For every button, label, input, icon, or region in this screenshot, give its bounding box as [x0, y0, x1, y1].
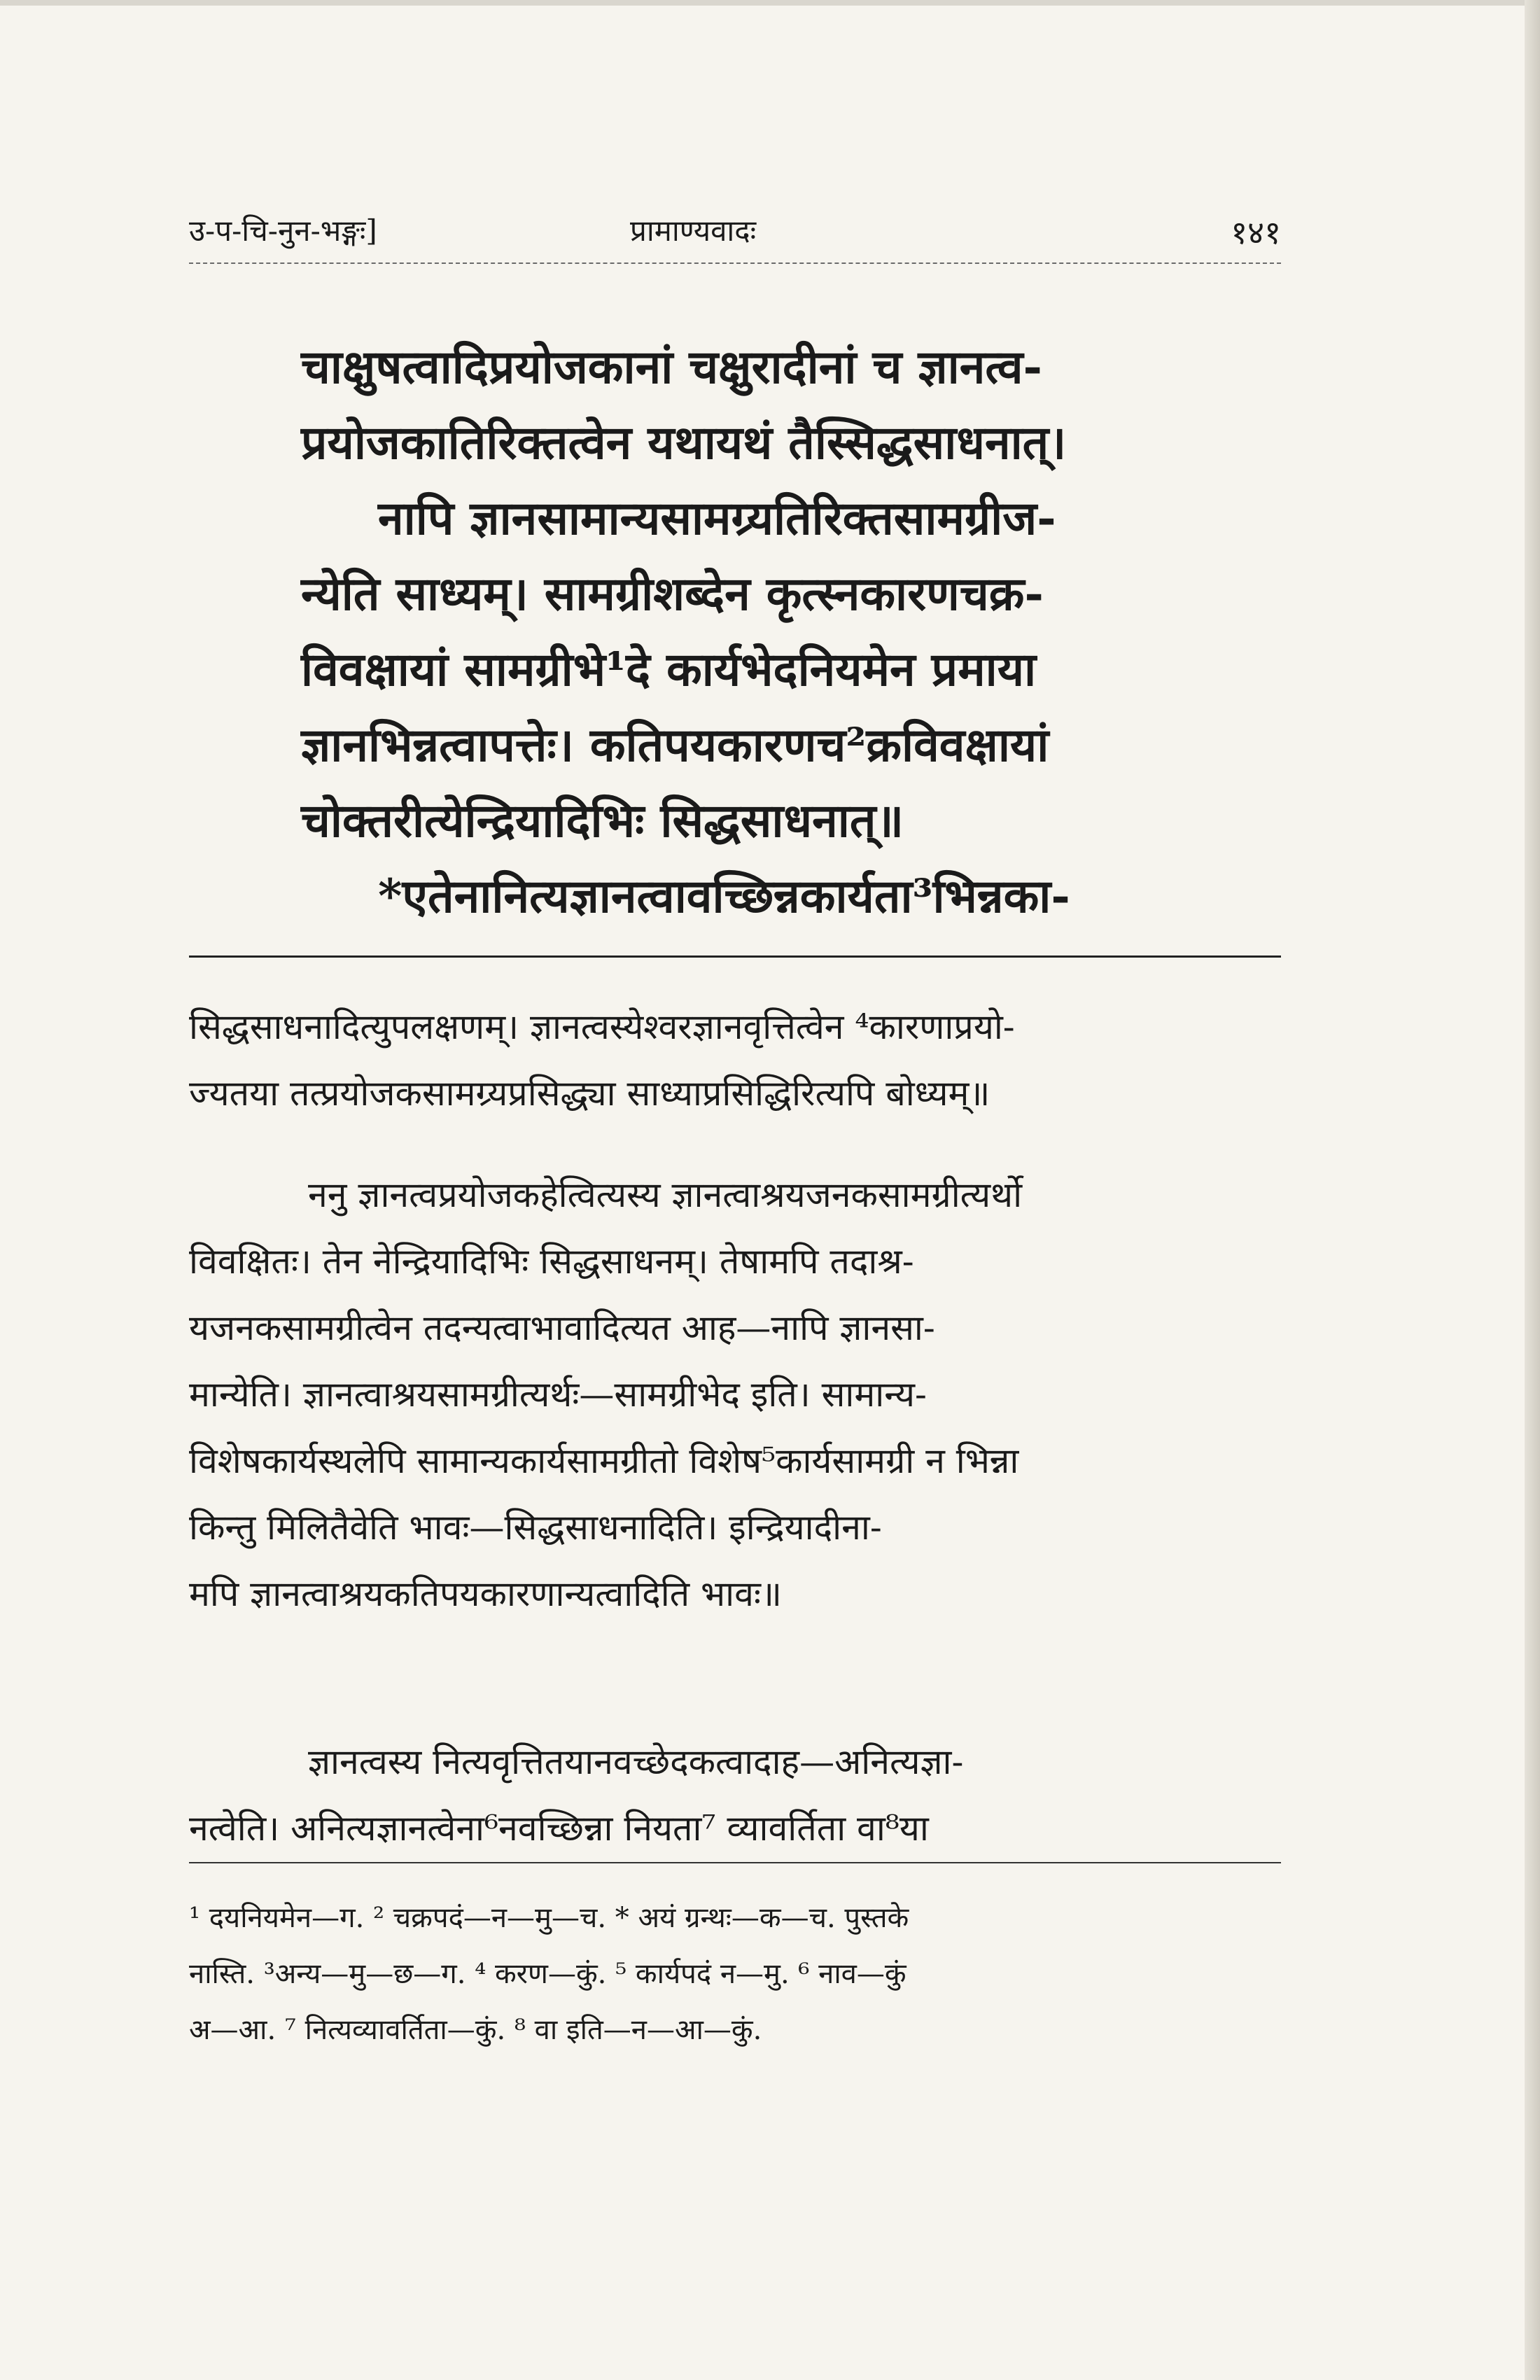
commentary-paragraph-2	[189, 1162, 1281, 1628]
page-right-edge	[1525, 0, 1540, 2380]
main-text-line: विवक्षायां सामग्रीभे¹दे कार्यभेदनियमेन प्रमाया	[301, 642, 1037, 696]
commentary-line: मपि ज्ञानत्वाश्रयकतिपयकारणान्यत्वादिति भावः॥	[189, 1574, 782, 1614]
footnotes	[189, 1890, 1281, 2058]
commentary-line: ज्ञानत्वस्य नित्यवृत्तितयानवच्छेदकत्वादाह—अनित्यज्ञा-	[308, 1742, 964, 1782]
commentary-line: मान्येति। ज्ञानत्वाश्रयसामग्रीत्यर्थः—सामग्रीभेद इति। सामान्य-	[189, 1374, 927, 1415]
commentary-line: सिद्धसाधनादित्युपलक्षणम्। ज्ञानत्वस्येश्वरज्ञानवृत्तित्वेन ⁴कारणाप्रयो-	[189, 1007, 1015, 1047]
main-text-line: न्येति साध्यम्। सामग्रीशब्देन कृत्स्नकारणचक्र-	[301, 566, 1044, 621]
main-text-line: ज्ञानभिन्नत्वापत्तेः। कतिपयकारणच²क्रविवक्षायां	[301, 718, 1049, 772]
header-title: प्रामाण्यवादः	[630, 214, 757, 248]
header-section-label: उ-प-चि-नुन-भङ्गः]	[189, 214, 377, 248]
main-text-line: प्रयोजकातिरिक्तत्वेन यथायथं तैस्सिद्धसाधनात्।	[301, 415, 1067, 470]
commentary-line: विशेषकार्यस्थलेपि सामान्यकार्यसामग्रीतो विशेष⁵कार्यसामग्री न भिन्ना	[189, 1441, 1019, 1481]
footnote-line: अ—आ. ⁷ नित्यव्यावर्तिता—कुं. ⁸ वा इति—न—आ—कुं.	[189, 2014, 762, 2046]
main-text-line: चाक्षुषत्वादिप्रयोजकानां चक्षुरादीनां च ज्ञानत्व-	[301, 340, 1042, 394]
commentary-line: विवक्षितः। तेन नेन्द्रियादिभिः सिद्धसाधनम्। तेषामपि तदाश्र-	[189, 1241, 914, 1282]
footnote-divider	[189, 1862, 1281, 1863]
main-text-line: *एतेनानित्यज्ञानत्वावच्छिन्नकार्यता³भिन्नका-	[378, 869, 1070, 923]
commentary-divider	[189, 955, 1281, 958]
commentary-line: नत्वेति। अनित्यज्ञानत्वेना⁶नवच्छिन्ना नियता⁷ व्यावर्तिता वा⁸या	[189, 1808, 929, 1849]
page-top-edge	[0, 0, 1540, 6]
commentary-line: ननु ज्ञानत्वप्रयोजकहेत्वित्यस्य ज्ञानत्वाश्रयजनकसामग्रीत्यर्थो	[308, 1175, 1023, 1215]
commentary-line: ज्यतया तत्प्रयोजकसामग्र्यप्रसिद्ध्या साध्याप्रसिद्धिरित्यपि बोध्यम्॥	[189, 1073, 990, 1114]
page-number: १४१	[1231, 214, 1281, 251]
commentary-paragraph-1	[189, 994, 1281, 1127]
header-rule	[189, 262, 1281, 264]
footnote-line: ¹ दयनियमेन—ग. ² चक्रपदं—न—मु—च. * अयं ग्रन्थः—क—च. पुस्तके	[189, 1902, 909, 1934]
main-text	[301, 329, 1176, 934]
footnote-line: नास्ति. ³अन्य—मु—छ—ग. ⁴ करण—कुं. ⁵ कार्यपदं न—मु. ⁶ नाव—कुं	[189, 1958, 906, 1990]
commentary-line: यजनकसामग्रीत्वेन तदन्यत्वाभावादित्यत आह—नापि ज्ञानसा-	[189, 1308, 935, 1348]
main-text-line: चोक्तरीत्येन्द्रियादिभिः सिद्धसाधनात्॥	[301, 793, 904, 848]
commentary-paragraph-3	[189, 1729, 1281, 1862]
main-text-line: नापि ज्ञानसामान्यसामग्र्यतिरिक्तसामग्रीज-	[378, 491, 1056, 545]
running-header	[189, 210, 1281, 259]
commentary-line: किन्तु मिलितैवेति भावः—सिद्धसाधनादिति। इन्द्रियादीना-	[189, 1507, 882, 1548]
